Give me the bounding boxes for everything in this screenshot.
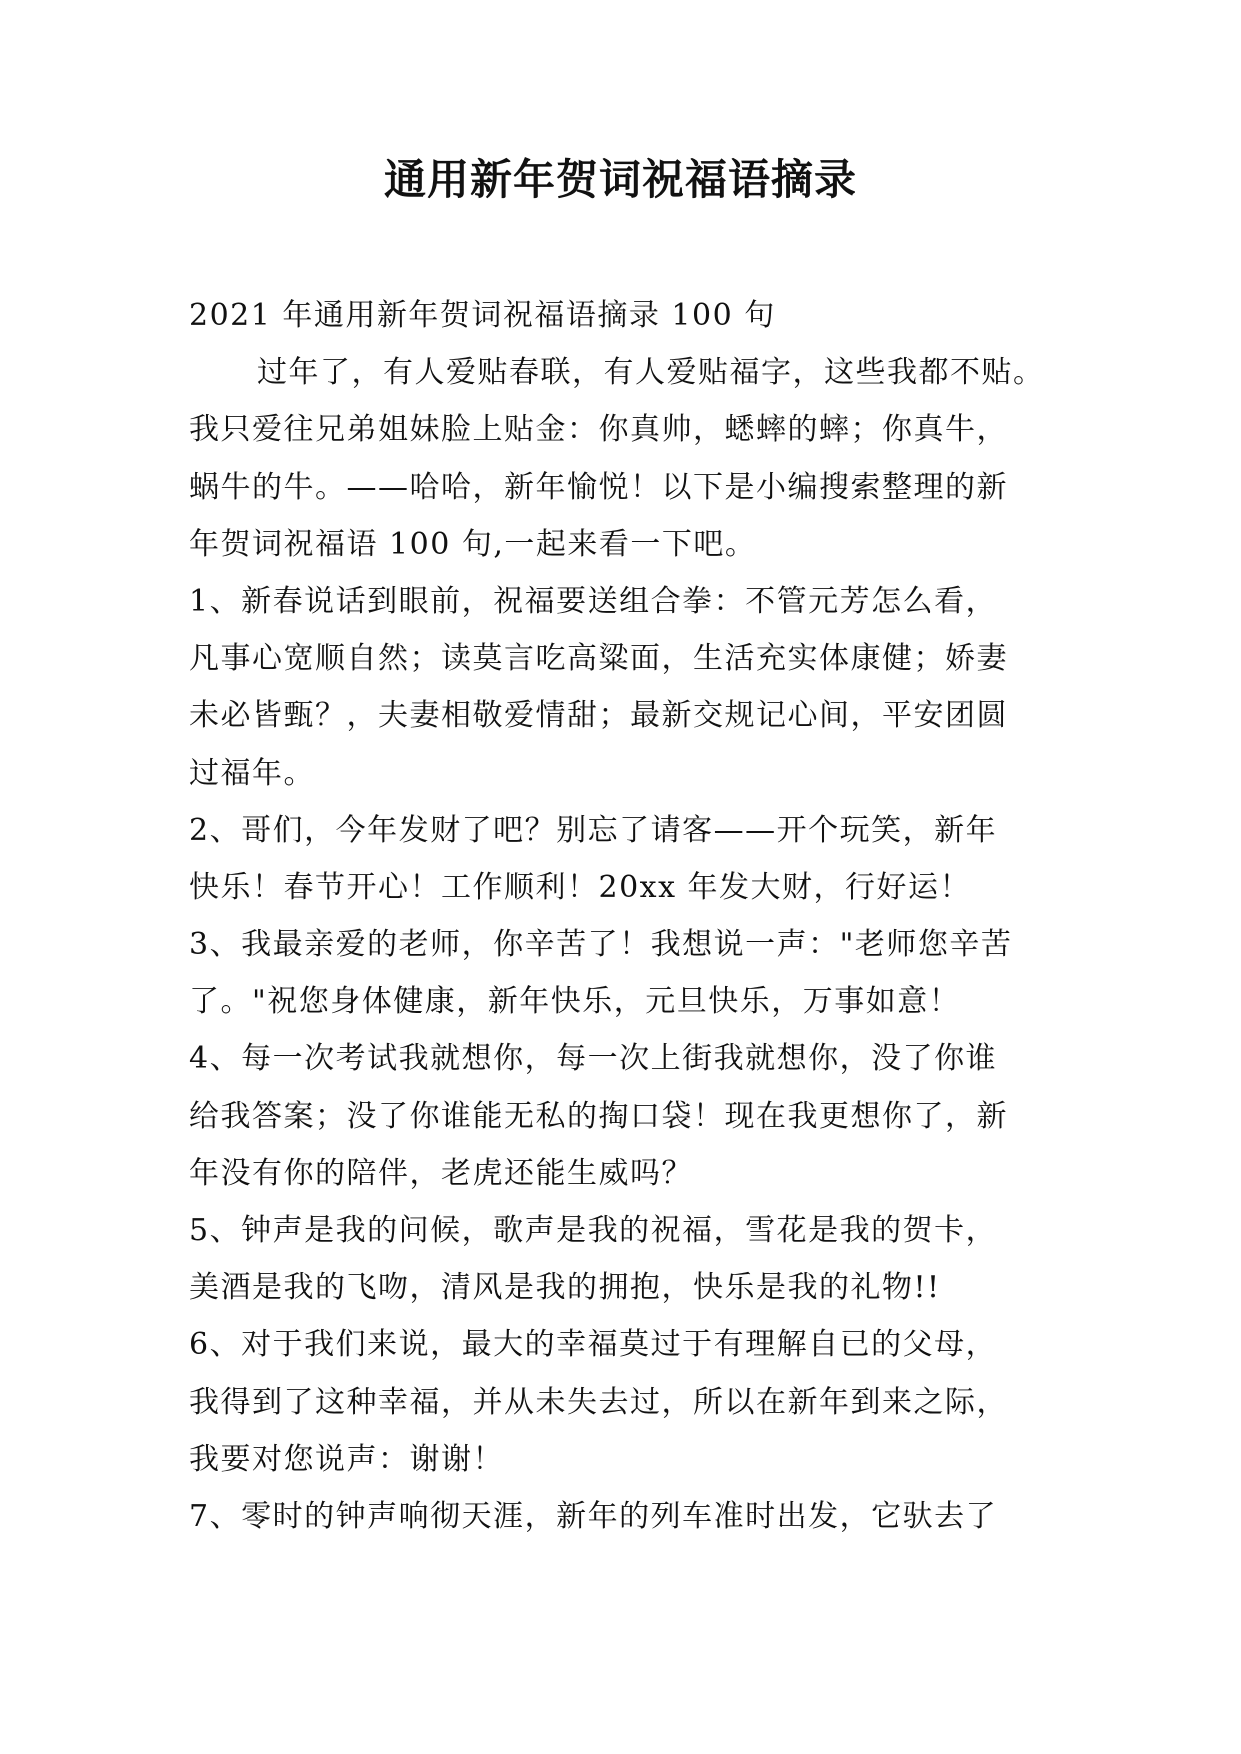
- item-2-line-2: 快乐！春节开心！工作顺利！20xx 年发大财，行好运！: [189, 869, 972, 905]
- intro-line-4: 年贺词祝福语 100 句,一起来看一下吧。: [189, 526, 757, 562]
- intro-line-2: 我只爱往兄弟姐妹脸上贴金：你真帅，蟋蟀的蟀；你真牛，: [189, 412, 1008, 448]
- document-body: [189, 287, 1059, 1545]
- item-4-line-3: 年没有你的陪伴，老虎还能生威吗？: [189, 1155, 693, 1191]
- item-6-line-3: 我要对您说声：谢谢！: [189, 1441, 504, 1477]
- item-3-line-2: 了。"祝您身体健康，新年快乐，元旦快乐，万事如意！: [189, 984, 961, 1020]
- item-6-line-2: 我得到了这种幸福，并从未失去过，所以在新年到来之际，: [189, 1384, 1008, 1420]
- item-1-line-1: 1、新春说话到眼前，祝福要送组合拳：不管元芳怎么看，: [189, 583, 998, 619]
- subtitle-line: 2021 年通用新年贺词祝福语摘录 100 句: [189, 298, 776, 333]
- intro-line-1: 过年了，有人爱贴春联，有人爱贴福字，这些我都不贴。: [257, 355, 1045, 391]
- item-5-line-2: 美酒是我的飞吻，清风是我的拥抱，快乐是我的礼物!!: [189, 1270, 941, 1306]
- item-5-line-1: 5、钟声是我的问候，歌声是我的祝福，雪花是我的贺卡，: [189, 1213, 998, 1248]
- item-4-line-2: 给我答案；没了你谁能无私的掏口袋！现在我更想你了，新: [189, 1098, 1008, 1134]
- item-7-line-1: 7、零时的钟声响彻天涯，新年的列车准时出发，它驮去了: [189, 1498, 998, 1534]
- intro-line-3: 蜗牛的牛。——哈哈，新年愉悦！以下是小编搜索整理的新: [189, 469, 1008, 505]
- item-6-line-1: 6、对于我们来说，最大的幸福莫过于有理解自已的父母，: [189, 1327, 998, 1363]
- document-title: 通用新年贺词祝福语摘录: [383, 155, 857, 204]
- item-1-line-4: 过福年。: [189, 755, 315, 791]
- item-1-line-2: 凡事心宽顺自然；读莫言吃高粱面，生活充实体康健；娇妻: [189, 641, 1008, 677]
- item-1-line-3: 未必皆甄？，夫妻相敬爱情甜；最新交规记心间，平安团圆: [189, 698, 1008, 734]
- item-3-line-1: 3、我最亲爱的老师，你辛苦了！我想说一声："老师您辛苦: [189, 927, 1013, 963]
- item-4-line-1: 4、每一次考试我就想你，每一次上街我就想你，没了你谁: [189, 1041, 998, 1077]
- item-2-line-1: 2、哥们，今年发财了吧？别忘了请客——开个玩笑，新年: [189, 812, 998, 848]
